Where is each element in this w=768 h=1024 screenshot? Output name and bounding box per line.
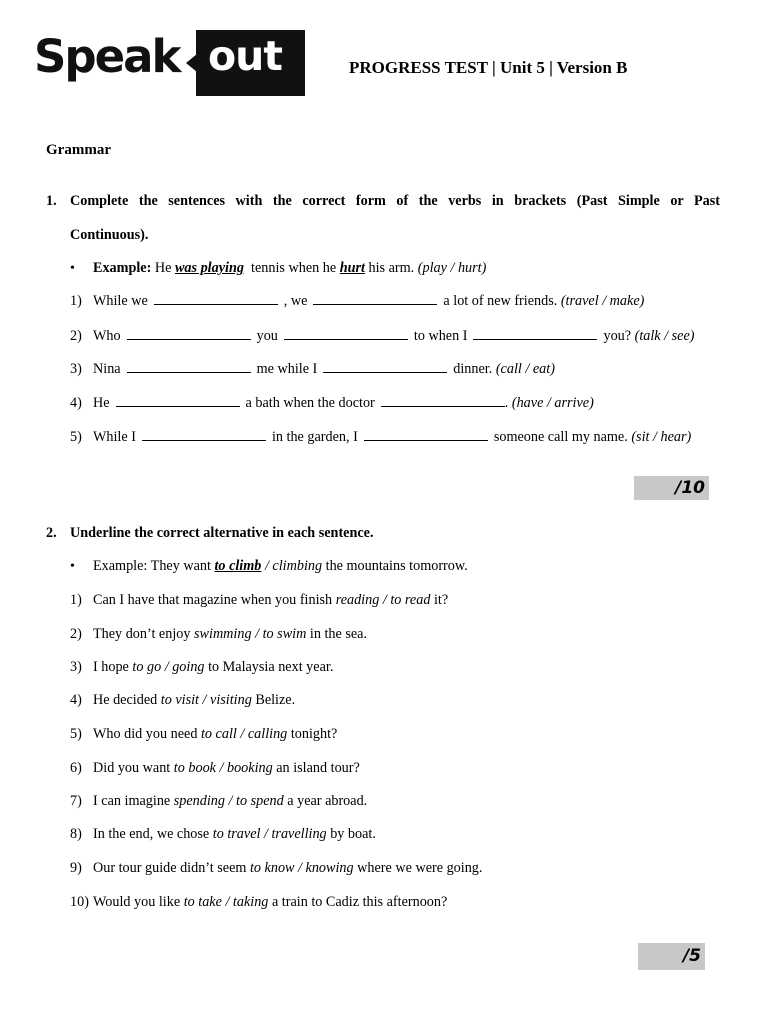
verb-hint: (travel / make) (560, 293, 645, 309)
question-instruction: Complete the sentences with the correct form of the verbs in brackets (Past Simple or Past (70, 193, 720, 209)
example-text: his arm. (368, 260, 415, 276)
verb-hint: (talk / see) (634, 328, 695, 344)
example-text: Example: They want (93, 558, 211, 574)
question-number: 1. (46, 193, 57, 209)
example-line (93, 558, 468, 575)
alternatives[interactable]: to travel / travelling (212, 826, 327, 842)
gap-fill-item (93, 328, 694, 345)
gap-fill-item (93, 429, 691, 446)
logo-speak-text: Speak (34, 30, 180, 83)
example-answer: to climb (214, 558, 262, 574)
example-alternative: / climbing (264, 558, 323, 574)
item-number: 2) (70, 328, 82, 344)
item-text: I can imagine (93, 793, 171, 809)
example-label: Example: (93, 260, 152, 276)
question-instruction-cont: Continuous). (70, 227, 149, 243)
answer-blank[interactable] (116, 395, 240, 407)
item-number: 8) (70, 826, 82, 842)
item-text: While we (93, 293, 148, 309)
bullet: • (70, 559, 75, 574)
item-text: a year abroad. (287, 793, 368, 809)
item-number: 4) (70, 395, 82, 411)
item-text: me while I (256, 361, 318, 377)
alternatives[interactable]: to know / knowing (249, 860, 354, 876)
example-answer: hurt (339, 260, 365, 276)
item-text: , we (283, 293, 308, 309)
alternatives[interactable]: reading / to read (335, 592, 431, 608)
item-number: 6) (70, 760, 82, 776)
item-text: a train to Cadiz this afternoon? (271, 894, 448, 910)
alternatives[interactable]: to visit / visiting (160, 692, 252, 708)
item-text: where we were going. (357, 860, 483, 876)
example-text: the mountains tomorrow. (325, 558, 468, 574)
item-text: a bath when the doctor (245, 395, 375, 411)
item-text: by boat. (330, 826, 376, 842)
item-text: He decided (93, 692, 158, 708)
score-box: /10 (634, 476, 709, 500)
answer-blank[interactable] (364, 429, 488, 441)
alternative-item (93, 592, 448, 609)
answer-blank[interactable] (313, 293, 437, 305)
item-text: In the end, we chose (93, 826, 210, 842)
item-text: you (256, 328, 278, 344)
item-text: Would you like (93, 894, 181, 910)
alternative-item (93, 626, 367, 643)
item-number: 1) (70, 592, 82, 608)
alternatives[interactable]: spending / to spend (173, 793, 284, 809)
logo-out-text: out (208, 32, 282, 80)
item-text: . (504, 395, 509, 411)
item-number: 10) (70, 894, 89, 910)
item-text: He (93, 395, 110, 411)
item-text: I hope (93, 659, 129, 675)
answer-blank[interactable] (142, 429, 266, 441)
answer-blank[interactable] (381, 395, 505, 407)
item-text: Nina (93, 361, 121, 377)
answer-blank[interactable] (127, 361, 251, 373)
item-number: 9) (70, 860, 82, 876)
example-text: tennis when he (251, 260, 337, 276)
answer-blank[interactable] (284, 328, 408, 340)
alternatives[interactable]: to book / booking (173, 760, 273, 776)
verb-hint: (call / eat) (495, 361, 555, 377)
example-answer: was playing (174, 260, 244, 276)
alternatives[interactable]: to call / calling (200, 726, 288, 742)
answer-blank[interactable] (154, 293, 278, 305)
alternative-item (93, 860, 482, 877)
item-number: 5) (70, 429, 82, 445)
item-text: Can I have that magazine when you finish (93, 592, 333, 608)
item-text: to when I (413, 328, 468, 344)
item-text: someone call my name. (493, 429, 628, 445)
item-text: They don’t enjoy (93, 626, 191, 642)
gap-fill-item (93, 293, 644, 310)
item-text: Who did you need (93, 726, 198, 742)
item-text: dinner. (453, 361, 493, 377)
item-text: Our tour guide didn’t seem (93, 860, 247, 876)
item-text: in the garden, I (271, 429, 358, 445)
item-text: it? (433, 592, 449, 608)
alternative-item (93, 793, 367, 810)
page-title: PROGRESS TEST | Unit 5 | Version B (349, 58, 628, 77)
verb-hint: (play / hurt) (417, 260, 487, 276)
score-box: /5 (638, 943, 705, 970)
item-text: Did you want (93, 760, 171, 776)
alternatives[interactable]: to take / taking (183, 894, 269, 910)
item-text: to Malaysia next year. (208, 659, 334, 675)
alternative-item (93, 659, 333, 676)
alternatives[interactable]: to go / going (132, 659, 205, 675)
gap-fill-item (93, 361, 555, 378)
alternative-item (93, 826, 376, 843)
answer-blank[interactable] (127, 328, 251, 340)
alternative-item (93, 692, 295, 709)
verb-hint: (sit / hear) (631, 429, 692, 445)
item-text: an island tour? (276, 760, 360, 776)
item-number: 2) (70, 626, 82, 642)
example-text: He (154, 260, 172, 276)
item-text: a lot of new friends. (443, 293, 558, 309)
alternative-item (93, 894, 447, 911)
alternative-item (93, 726, 337, 743)
item-text: tonight? (290, 726, 338, 742)
example-line (93, 260, 486, 277)
item-text: Who (93, 328, 121, 344)
answer-blank[interactable] (473, 328, 597, 340)
alternative-item (93, 760, 360, 777)
item-text: in the sea. (309, 626, 368, 642)
item-number: 3) (70, 659, 82, 675)
answer-blank[interactable] (323, 361, 447, 373)
item-number: 7) (70, 793, 82, 809)
item-number: 4) (70, 692, 82, 708)
item-text: you? (603, 328, 632, 344)
question-number: 2. (46, 525, 57, 541)
verb-hint: (have / arrive) (511, 395, 594, 411)
section-title: Grammar (46, 142, 111, 158)
question-instruction: Underline the correct alternative in each sentence. (70, 525, 374, 541)
gap-fill-item (93, 395, 594, 412)
item-text: While I (93, 429, 136, 445)
alternatives[interactable]: swimming / to swim (194, 626, 307, 642)
item-number: 5) (70, 726, 82, 742)
item-text: Belize. (255, 692, 296, 708)
item-number: 3) (70, 361, 82, 377)
bullet: • (70, 261, 75, 276)
item-number: 1) (70, 293, 82, 309)
